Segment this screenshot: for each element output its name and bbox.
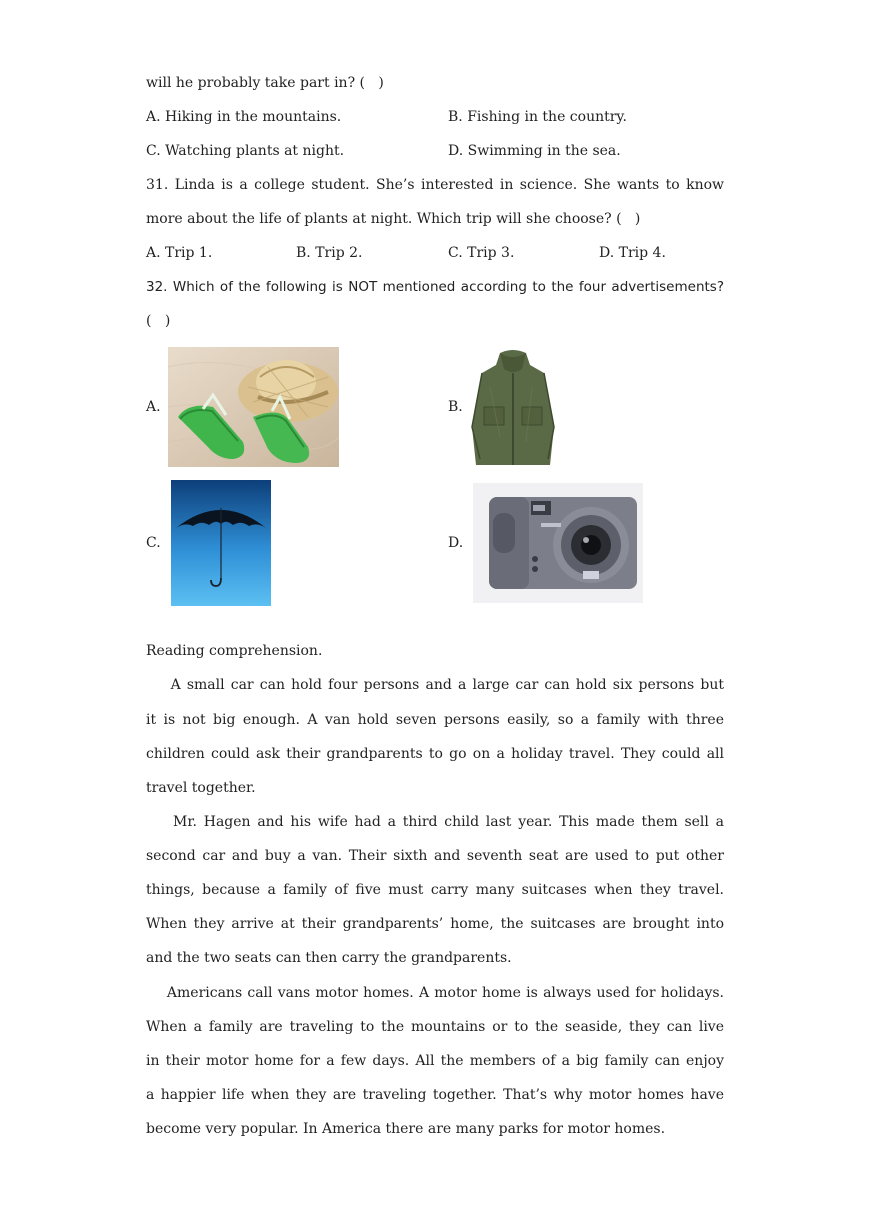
q30-option-b: B. Fishing in the country.: [448, 109, 627, 125]
camera-image: [473, 483, 643, 603]
q32-label-a: A.: [146, 399, 161, 415]
paragraph-line: When a family are traveling to the mountains or to the seaside, they can live: [146, 1019, 724, 1035]
paragraph-line: When they arrive at their grandparents’ home, the suitcases are brought into: [146, 916, 724, 932]
paragraph-line: and the two seats can then carry the grandparents.: [146, 950, 512, 966]
q32-stem-line1: 32. Which of the following is NOT mentioned according to the four advertisements?: [146, 279, 724, 295]
q30-stem: will he probably take part in? ( ): [146, 75, 384, 91]
q32-label-b: B.: [448, 399, 463, 415]
q30-option-d: D. Swimming in the sea.: [448, 143, 621, 159]
sandals-hat-image: [168, 347, 339, 467]
paragraph-line: Americans call vans motor homes. A motor home is always used for holidays.: [146, 985, 724, 1001]
jacket-image: [470, 347, 556, 468]
q31-option-b: B. Trip 2.: [296, 245, 363, 261]
paragraph-line: become very popular. In America there are many parks for motor homes.: [146, 1121, 666, 1137]
q30-option-c: C. Watching plants at night.: [146, 143, 345, 159]
q32-label-c: C.: [146, 535, 161, 551]
paragraph-line: second car and buy a van. Their sixth and seventh seat are used to put other: [146, 848, 724, 864]
paragraph-line: in their motor home for a few days. All the members of a big family can enjoy: [146, 1053, 724, 1069]
q31-stem-line2: more about the life of plants at night. Which trip will she choose? ( ): [146, 211, 641, 227]
paragraph-line: children could ask their grandparents to go on a holiday travel. They could all: [146, 746, 724, 762]
q32-label-d: D.: [448, 535, 464, 551]
q31-option-a: A. Trip 1.: [146, 245, 213, 261]
q31-option-c: C. Trip 3.: [448, 245, 515, 261]
paragraph-line: it is not big enough. A van hold seven persons easily, so a family with three: [146, 712, 724, 728]
q30-option-a: A. Hiking in the mountains.: [146, 109, 342, 125]
paragraph-line: Mr. Hagen and his wife had a third child last year. This made them sell a: [146, 814, 724, 830]
paragraph-line: travel together.: [146, 780, 256, 796]
umbrella-image: [171, 480, 271, 606]
q31-stem-line1: 31. Linda is a college student. She’s interested in science. She wants to know: [146, 177, 724, 193]
paragraph-line: a happier life when they are traveling together. That’s why motor homes have: [146, 1087, 724, 1103]
q32-stem-line2: ( ): [146, 313, 171, 329]
q31-option-d: D. Trip 4.: [599, 245, 666, 261]
reading-heading: Reading comprehension.: [146, 643, 323, 659]
paragraph-line: A small car can hold four persons and a large car can hold six persons but: [146, 677, 724, 693]
paragraph-line: things, because a family of five must carry many suitcases when they travel.: [146, 882, 724, 898]
